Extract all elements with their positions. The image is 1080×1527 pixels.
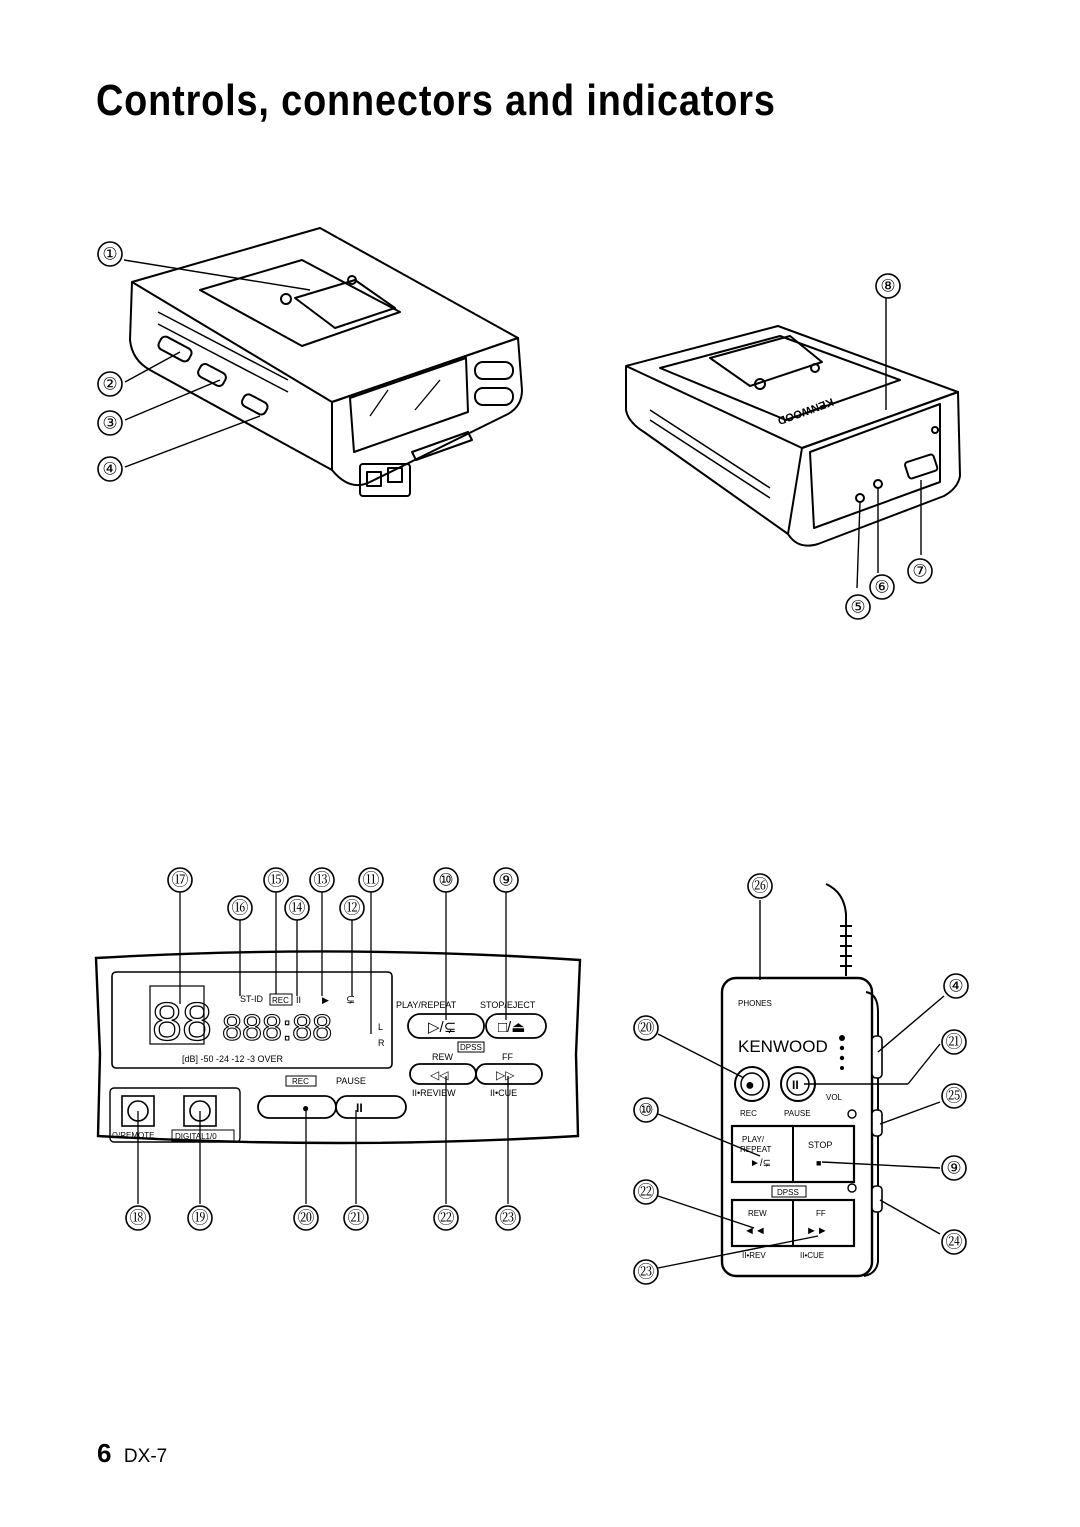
display-channel-r: R <box>378 1038 385 1048</box>
remote-play-label-1: PLAY/ <box>742 1135 765 1144</box>
device-top-view-figure <box>70 220 540 520</box>
display-meter-scale: [dB] -50 -24 -12 -3 OVER <box>182 1054 284 1064</box>
display-channel-l: L <box>378 1022 384 1032</box>
display-st-id: ST-ID <box>240 994 264 1004</box>
brand-mark-rear: KENWOOD <box>775 395 836 427</box>
cue-caption: II•CUE <box>490 1088 518 1098</box>
callout-16: ⑯ <box>231 898 249 918</box>
remote-pause-symbol: II <box>792 1078 799 1092</box>
rec-caption: REC <box>292 1077 309 1086</box>
display-play-indicator: ▶ <box>322 995 329 1005</box>
remote-callout-22: ㉒ <box>637 1182 655 1202</box>
callout-9: ⑨ <box>498 870 514 890</box>
rew-button[interactable] <box>410 1064 476 1084</box>
stop-eject-symbol: □/⏏ <box>498 1019 526 1036</box>
ff-caption: FF <box>502 1052 513 1062</box>
display-small-digits: 888:88 <box>222 1007 333 1048</box>
remote-stop-label: STOP <box>808 1140 833 1150</box>
remote-rev-label: II•REV <box>742 1251 766 1260</box>
remote-callout-26: ㉖ <box>751 876 769 896</box>
remote-callout-9: ⑨ <box>946 1158 962 1178</box>
page-footer <box>97 1438 167 1469</box>
callout-4: ④ <box>102 459 118 479</box>
callout-11: ⑪ <box>362 870 380 890</box>
remote-callout-20: ⑳ <box>637 1018 655 1038</box>
remote-ff-symbol: ►► <box>806 1225 828 1237</box>
remote-rew-label: REW <box>748 1209 767 1218</box>
callout-12: ⑫ <box>343 898 361 918</box>
remote-stop-symbol: ■ <box>816 1158 822 1168</box>
page-number: 6 <box>97 1438 112 1468</box>
remote-rec-button[interactable] <box>735 1067 769 1101</box>
ff-button[interactable] <box>476 1064 542 1084</box>
display-repeat-indicator: ⊊ <box>346 994 356 1006</box>
callout-14: ⑭ <box>288 898 306 918</box>
remote-callout-10: ⑩ <box>638 1100 654 1120</box>
rec-symbol: ● <box>302 1101 310 1115</box>
pause-caption: PAUSE <box>336 1076 366 1086</box>
callout-5: ⑤ <box>850 597 866 617</box>
callout-2: ② <box>102 374 118 394</box>
callout-20: ⑳ <box>297 1208 315 1228</box>
callout-1: ① <box>102 244 118 264</box>
remote-callout-24: ㉔ <box>945 1232 963 1252</box>
remote-rec-symbol: ● <box>745 1077 755 1094</box>
remote-jack-label: Ω/REMOTE <box>112 1131 155 1140</box>
remote-cue-label: II•CUE <box>800 1251 825 1260</box>
stop-eject-caption: STOP/EJECT <box>480 1000 536 1010</box>
remote-callout-23: ㉓ <box>637 1262 655 1282</box>
callout-23: ㉓ <box>499 1208 517 1228</box>
display-pause-indicator: II <box>296 995 302 1005</box>
rew-caption: REW <box>432 1052 453 1062</box>
rec-button[interactable] <box>258 1096 336 1118</box>
page-title: Controls, connectors and indicators <box>96 76 776 125</box>
callout-10: ⑩ <box>438 870 454 890</box>
review-caption: II•REVIEW <box>412 1088 456 1098</box>
model-name: DX-7 <box>123 1446 168 1467</box>
pause-symbol: II <box>356 1101 363 1115</box>
remote-pause-label: PAUSE <box>784 1109 811 1118</box>
callout-6: ⑥ <box>874 577 890 597</box>
remote-phones-label: PHONES <box>738 999 772 1008</box>
stop-eject-button[interactable] <box>486 1014 546 1038</box>
remote-ff-label: FF <box>816 1209 826 1218</box>
remote-brand: KENWOOD <box>738 1037 828 1056</box>
ff-symbol: ▷▷ <box>496 1068 515 1082</box>
remote-vol-label: VOL <box>826 1093 843 1102</box>
callout-18: ⑱ <box>129 1208 147 1228</box>
remote-callout-25: ㉕ <box>945 1086 963 1106</box>
rew-symbol: ◁◁ <box>430 1068 449 1082</box>
callout-3: ③ <box>102 413 118 433</box>
callout-17: ⑰ <box>171 870 189 890</box>
digital-jack-label: DIGITAL1/0 <box>175 1132 217 1141</box>
remote-rew-symbol: ◄◄ <box>744 1225 766 1237</box>
display-big-digits: 88 <box>152 992 213 1052</box>
display-rec-indicator: REC <box>272 996 289 1005</box>
remote-callout-21: ㉑ <box>945 1032 963 1052</box>
device-rear-view-figure <box>600 270 960 650</box>
remote-play-label-2: REPEAT <box>740 1145 772 1154</box>
remote-play-symbol: ►/⊊ <box>750 1158 772 1169</box>
remote-dpss-label: DPSS <box>777 1188 799 1197</box>
play-repeat-symbol: ▷/⊊ <box>428 1019 457 1036</box>
callout-22: ㉒ <box>437 1208 455 1228</box>
play-repeat-caption: PLAY/REPEAT <box>396 1000 457 1010</box>
callout-7: ⑦ <box>912 561 928 581</box>
remote-control-figure <box>628 866 988 1286</box>
remote-rec-label: REC <box>740 1109 757 1118</box>
remote-callout-4: ④ <box>948 976 964 996</box>
callout-15: ⑮ <box>267 870 285 890</box>
dpss-label-panel: DPSS <box>460 1043 482 1052</box>
pause-button[interactable] <box>336 1096 406 1118</box>
callout-13: ⑬ <box>313 870 331 890</box>
callout-8: ⑧ <box>880 276 896 296</box>
callout-21: ㉑ <box>347 1208 365 1228</box>
callout-19: ⑲ <box>191 1208 209 1228</box>
front-panel-figure <box>90 864 590 1244</box>
